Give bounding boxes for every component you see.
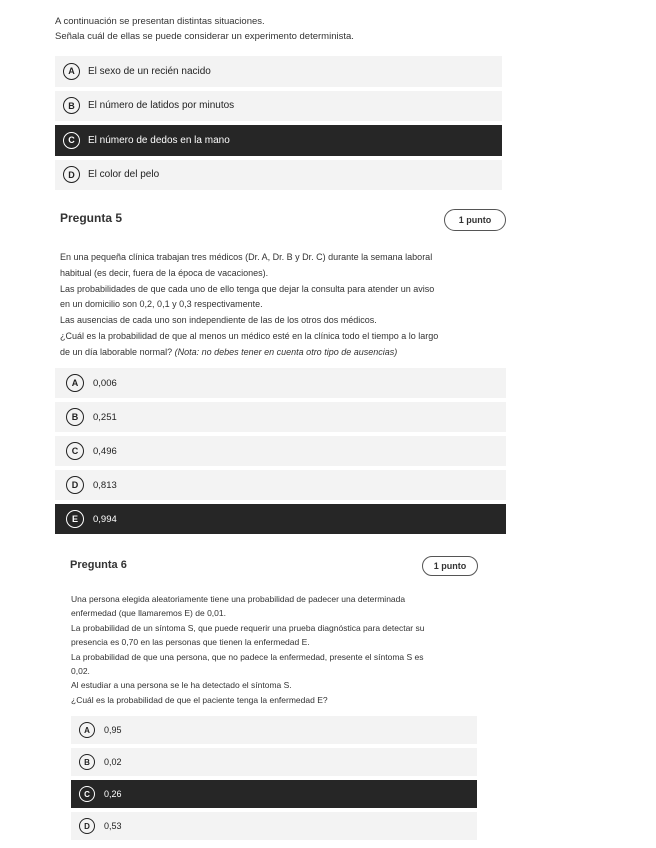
option-label: El número de latidos por minutos (88, 100, 235, 112)
option-label: 0,251 (93, 411, 117, 423)
option-a[interactable] (71, 716, 477, 744)
option-label: 0,006 (93, 377, 117, 389)
option-label: 0,53 (104, 821, 122, 831)
option-label: 0,26 (104, 789, 122, 799)
statement-text: de un día laborable normal? (60, 346, 173, 357)
option-label: El número de dedos en la mano (88, 134, 230, 146)
statement-note: (Nota: no debes tener en cuenta otro tipo de ausencias) (174, 346, 398, 357)
option-letter-badge: A (63, 63, 80, 80)
option-letter-badge: D (63, 166, 80, 183)
option-d[interactable] (55, 470, 506, 500)
statement-line-last (60, 345, 500, 361)
option-b[interactable] (55, 91, 502, 122)
statement-line: ¿Cuál es la probabilidad de que al menos un médico esté en la clínica todo el tiempo a lo largo (60, 330, 439, 341)
option-letter-badge: B (66, 408, 84, 426)
intro-line: A continuación se presentan distintas situaciones. (55, 16, 265, 27)
option-letter-badge: C (79, 786, 95, 802)
question-6-title: Pregunta 6 (70, 559, 127, 571)
statement-line: Al estudiar a una persona se le ha detectado el síntoma S. (71, 680, 292, 691)
option-letter-badge: B (79, 754, 95, 770)
option-c[interactable] (55, 436, 506, 466)
question-5-statement (60, 250, 500, 361)
statement-line: Las probabilidades de que cada uno de ello tenga que dejar la consulta para atender un aviso (60, 283, 435, 294)
option-d[interactable] (55, 160, 502, 191)
statement-line: Una persona elegida aleatoriamente tiene una probabilidad de padecer una determinada (71, 594, 406, 604)
option-c[interactable] (55, 125, 502, 156)
option-letter-badge: C (66, 442, 84, 460)
statement-line: en un domicilio son 0,2, 0,1 y 0,3 respectivamente. (60, 299, 263, 310)
option-letter-badge: D (79, 818, 95, 834)
question-6-statement (71, 592, 481, 707)
intro-line: Señala cuál de ellas se puede considerar un experimento determinista. (55, 31, 354, 42)
option-label: 0,95 (104, 725, 122, 735)
option-letter-badge: E (66, 510, 84, 528)
option-d[interactable] (71, 812, 477, 840)
question-5-title: Pregunta 5 (60, 211, 123, 225)
statement-line: enfermedad (que llamaremos E) de 0,01. (71, 608, 226, 619)
option-a[interactable] (55, 56, 502, 87)
statement-line: presencia es 0,70 en las personas que tienen la enfermedad E. (71, 637, 310, 648)
question-5-points-badge: 1 punto (444, 209, 506, 231)
statement-line: Las ausencias de cada uno son independiente de las de los otros dos médicos. (60, 315, 377, 326)
option-label: 0,813 (93, 479, 117, 491)
option-label: El sexo de un recién nacido (88, 65, 211, 77)
statement-line: En una pequeña clínica trabajan tres médicos (Dr. A, Dr. B y Dr. C) durante la semana laboral (60, 252, 433, 262)
option-label: 0,02 (104, 757, 122, 767)
question-6-options (71, 716, 477, 840)
statement-line: ¿Cuál es la probabilidad de que el paciente tenga la enfermedad E? (71, 694, 328, 705)
statement-line: La probabilidad de un síntoma S, que puede requerir una prueba diagnóstica para detectar su (71, 622, 425, 633)
option-letter-badge: A (79, 722, 95, 738)
question-4-options (55, 56, 502, 190)
statement-line: 0,02. (71, 666, 90, 677)
option-label: El color del pelo (88, 169, 160, 181)
option-letter-badge: A (66, 374, 84, 392)
option-label: 0,496 (93, 445, 117, 457)
option-c[interactable] (71, 780, 477, 808)
question-6-points-badge: 1 punto (422, 556, 478, 576)
option-letter-badge: D (66, 476, 84, 494)
question-5-options (55, 368, 506, 534)
statement-line: habitual (es decir, fuera de la época de vacaciones). (60, 267, 269, 278)
option-b[interactable] (55, 402, 506, 432)
option-label: 0,994 (93, 513, 117, 525)
option-b[interactable] (71, 748, 477, 776)
option-a[interactable] (55, 368, 506, 398)
option-letter-badge: B (63, 97, 80, 114)
option-e[interactable] (55, 504, 506, 534)
option-letter-badge: C (63, 132, 80, 149)
statement-line: La probabilidad de que una persona, que no padece la enfermedad, presente el síntoma S es (71, 651, 424, 662)
question-4-statement (55, 14, 495, 44)
